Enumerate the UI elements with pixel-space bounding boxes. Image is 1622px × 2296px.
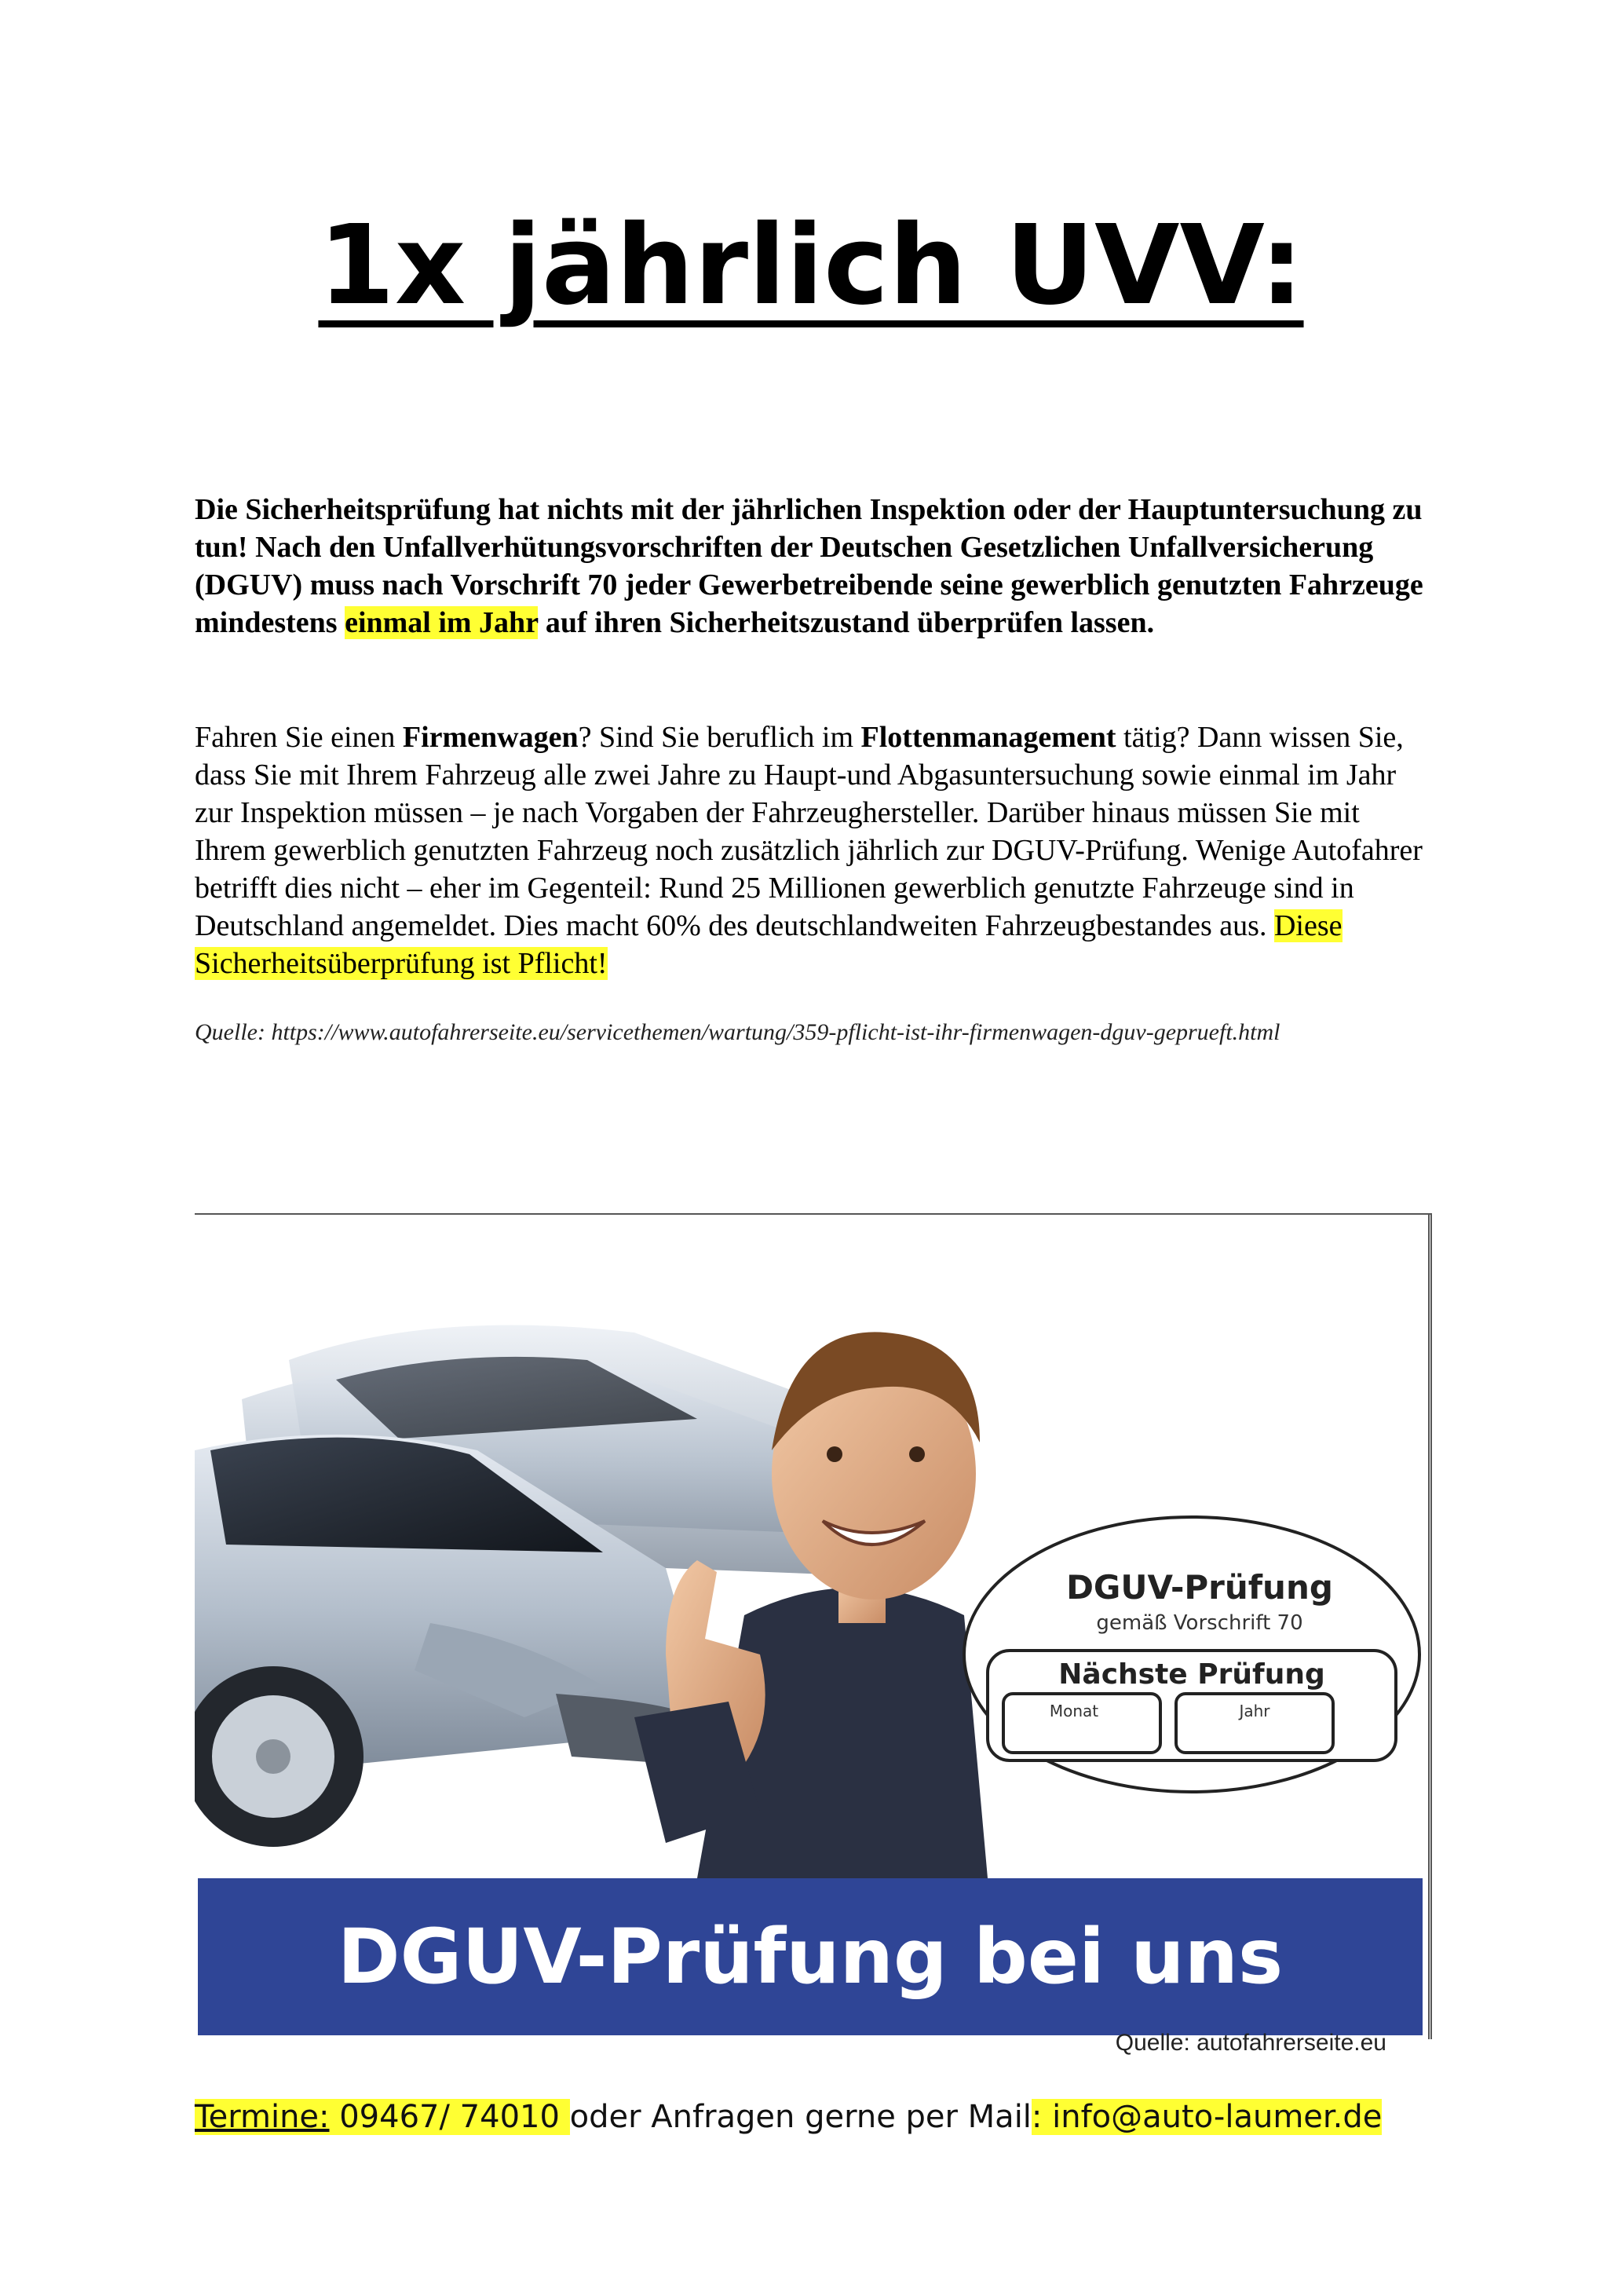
termine-label: Termine: [195, 2099, 330, 2135]
sticker-month-label: Monat [1049, 1702, 1099, 1720]
sticker-subtitle: gemäß Vorschrift 70 [1096, 1611, 1303, 1635]
mail-request-text: oder Anfragen gerne per Mail [569, 2099, 1032, 2135]
bold-firmenwagen: Firmenwagen [402, 721, 579, 754]
intro-paragraph: Die Sicherheitsprüfung hat nichts mit der jährlichen Inspektion oder der Hauptuntersuchung zu tun! Nach den Unfallverhütungsvorschriften der Deutschen Gesetzlichen Unfallversicherung (DGUV) muss nach Vorschrift 70 jeder Gewerbetreibende seine gewerblich genutzten Fahrzeuge mindestens einmal im Jahr auf ihren Sicherheitszustand überprüfen lassen. [195, 493, 1423, 639]
source-citation: Quelle: https://www.autofahrerseite.eu/servicethemen/wartung/359-pflicht-ist-ihr-firmenwagen-dguv-geprueft.html [195, 1019, 1280, 1045]
contact-footer: Termine: 09467/ 74010 oder Anfragen gerne per Mail: info@auto-laumer.de [195, 2099, 1383, 2135]
highlight-pflicht: Diese Sicherheitsüberprüfung ist Pflicht! [195, 909, 1343, 980]
sticker-next-inspection: Nächste Prüfung [1058, 1658, 1325, 1691]
image-caption: Quelle: autofahrerseite.eu [1115, 2030, 1386, 2056]
phone-number: 09467/ 74010 [329, 2099, 570, 2135]
body-paragraph: Fahren Sie einen Firmenwagen? Sind Sie beruflich im Flottenmanagement tätig? Dann wissen Sie, dass Sie mit Ihrem Fahrzeug alle zwei Jahre zu Haupt-und Abgasuntersuchung sowie einmal im Jahr zur Inspektion müssen – je nach Vorgaben der Fahrzeughersteller. Darüber hinaus müssen Sie mit Ihrem gewerblich genutzten Fahrzeug noch zusätzlich jährlich zur DGUV-Prüfung. Wenige Autofahrer betrifft dies nicht – eher im Gegenteil: Rund 25 Millionen gewerblich genutzte Fahrzeuge sind in Deutschland angemeldet. Dies macht 60% des deutschlandweiten Fahrzeugbestandes aus. Diese Sicherheitsüberprüfung ist Pflicht! [195, 721, 1423, 980]
dguv-advert-image [195, 1213, 1432, 2039]
dguv-banner [198, 1878, 1423, 2035]
bold-flottenmanagement: Flottenmanagement [860, 721, 1116, 754]
email-address: info@auto-laumer.de [1042, 2099, 1383, 2135]
banner-text: DGUV-Prüfung bei uns [337, 1913, 1284, 2001]
page-title: 1x jährlich UVV: [318, 202, 1304, 330]
sticker-title: DGUV-Prüfung [1066, 1568, 1333, 1607]
sticker-year-label: Jahr [1239, 1702, 1270, 1720]
highlight-einmal-im-jahr: einmal im Jahr [345, 606, 539, 639]
